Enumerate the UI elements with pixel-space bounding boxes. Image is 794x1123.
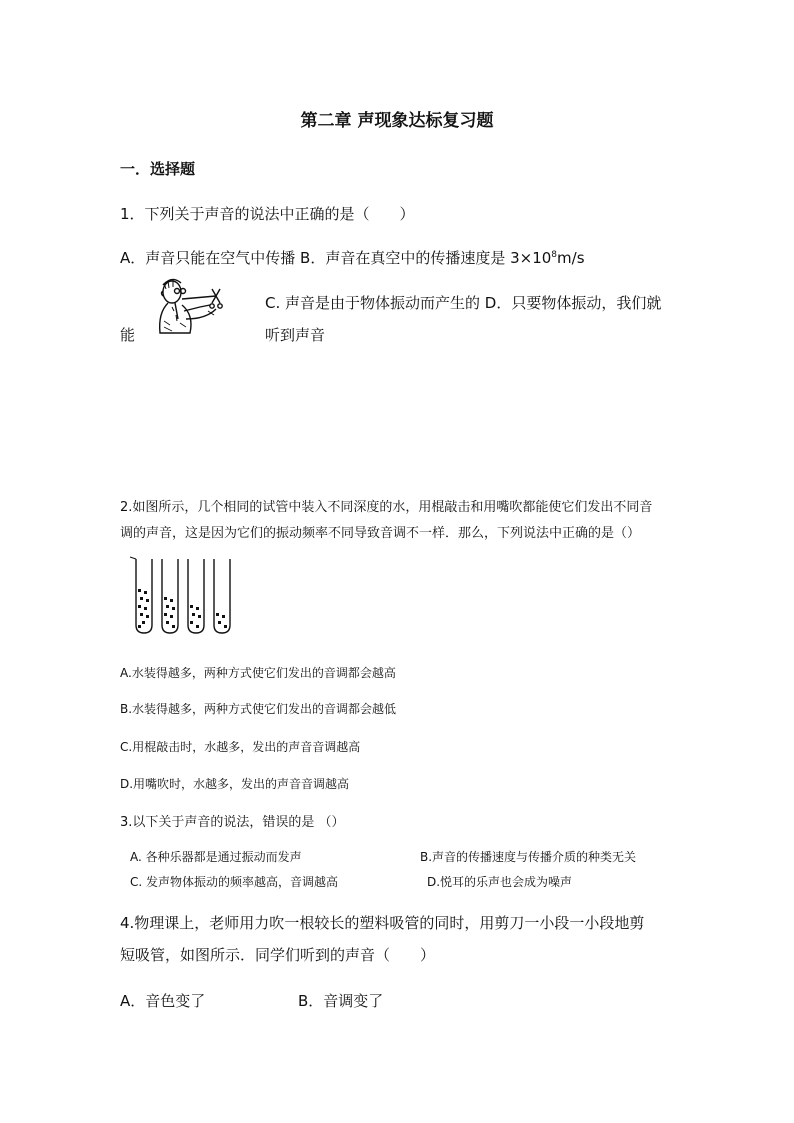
q3-option-d: D.悦耳的乐声也会成为噪声 [427, 875, 573, 889]
q1-options-cd-end: 听到声音 [265, 326, 326, 344]
q3-option-b: B.声音的传播速度与传播介质的种类无关 [420, 850, 637, 864]
q2-stem-line1: 2.如图所示，几个相同的试管中装入不同深度的水，用棍敲击和用嘴吹都能使它们发出不同音 [120, 500, 653, 515]
tube3-water [190, 605, 201, 628]
tube2-water [164, 597, 175, 628]
q2-option-a: A.水装得越多，两种方式使它们发出的音调都会越高 [120, 666, 396, 680]
q4-stem-line1: 4.物理课上，老师用力吹一根较长的塑料吸管的同时，用剪刀一小段一小段地剪 [120, 914, 645, 932]
q2-option-b: B.水装得越多，两种方式使它们发出的音调都会越低 [120, 702, 397, 716]
q3-stem: 3.以下关于声音的说法，错误的是 （） [120, 815, 345, 830]
tube4-water [216, 613, 227, 628]
q1-options-cd-prefix: 能 [120, 326, 136, 344]
q3-option-c: C. 发声物体振动的频率越高，音调越高 [130, 875, 339, 889]
q2-stem-line2: 调的声音，这是因为它们的振动频率不同导致音调不一样．那么，下列说法中正确的是（） [120, 526, 641, 541]
q2-option-c: C.用棍敲击时，水越多，发出的声音音调越高 [120, 740, 361, 754]
page-title: 第二章 声现象达标复习题 [300, 111, 494, 131]
q1-options-ab-unit: m/s [557, 249, 585, 267]
q1-options-cd: C. 声音是由于物体振动而产生的 D．只要物体振动，我们就 [265, 294, 662, 312]
q1-options-ab [120, 247, 585, 268]
q4-option-b: B．音调变了 [298, 992, 384, 1010]
q4-stem-line2: 短吸管，如图所示．同学们听到的声音（ ） [120, 946, 436, 964]
q1-options-ab-text: A．声音只能在空气中传播 B．声音在真空中的传播速度是 3×10 [120, 249, 552, 267]
test-tubes-figure [128, 553, 238, 645]
q3-option-a: A. 各种乐器都是通过振动而发声 [130, 850, 302, 864]
q1-stem: 1．下列关于声音的说法中正确的是（ ） [120, 205, 415, 223]
q2-option-d: D.用嘴吹时，水越多，发出的声音音调越高 [120, 777, 350, 791]
person-blowing-straw-figure [150, 275, 245, 351]
section-heading: 一．选择题 [120, 160, 196, 178]
q1-exponent: 8 [551, 250, 558, 260]
q4-option-a: A．音色变了 [120, 992, 206, 1010]
tube1-water [138, 589, 149, 628]
